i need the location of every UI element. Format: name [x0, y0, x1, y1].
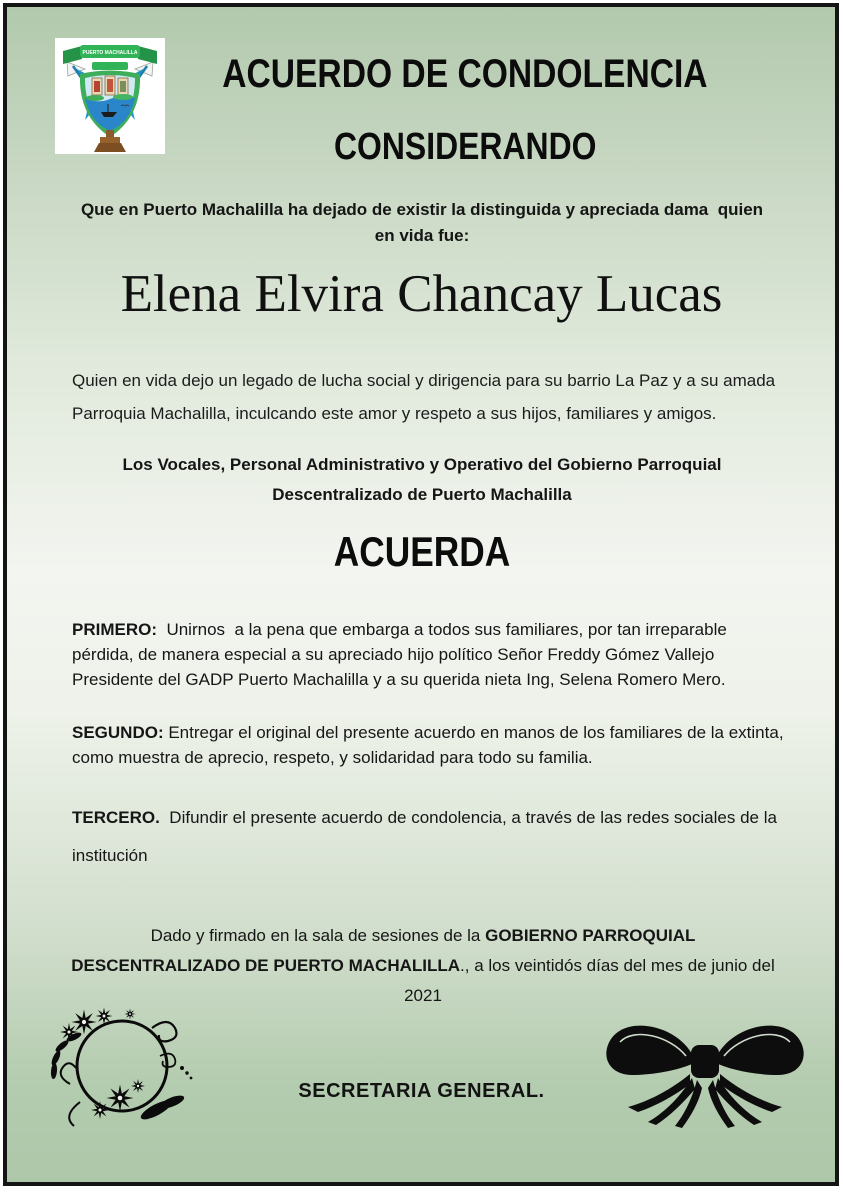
clauses-section [72, 618, 789, 903]
deceased-name: Elena Elvira Chancay Lucas [120, 265, 723, 323]
logo-box [55, 38, 165, 154]
mourning-bow-icon [596, 1012, 814, 1149]
closing-suffix: ., a los veintidós días del mes de junio del 2021 [404, 955, 775, 1005]
document-title: ACUERDO DE CONDOLENCIA [222, 52, 708, 96]
intro-paragraph: Que en Puerto Machalilla ha dejado de existir la distinguida y apreciada dama quien en vida fue: [80, 200, 768, 246]
closing-institution: GOBIERNO PARROQUIAL DESCENTRALIZADO DE PUERTO MACHALILLA [71, 926, 696, 975]
clause-primero-label: PRIMERO: [72, 620, 157, 639]
clause-segundo [72, 721, 789, 771]
clause-primero [72, 618, 786, 693]
considerando-heading: CONSIDERANDO [333, 126, 597, 168]
issuers-paragraph: Los Vocales, Personal Administrativo y Operativo del Gobierno Parroquial Descentralizado de Puerto Machalilla [122, 455, 722, 504]
clause-segundo-text: Entregar el original del presente acuerdo en manos de los familiares de la extinta, como muestra de aprecio, respeto, y solidaridad para todo su familia. [72, 722, 789, 767]
clause-tercero-label: TERCERO. [72, 807, 160, 827]
floral-ornament-icon [34, 1004, 202, 1143]
clause-segundo-label: SEGUNDO: [72, 722, 164, 742]
document-frame [3, 3, 839, 1186]
clause-tercero-text: Difundir el presente acuerdo de condolencia, a través de las redes sociales de la institución [72, 807, 782, 866]
clause-tercero [72, 799, 786, 876]
legacy-paragraph: Quien en vida dejo un legado de lucha social y dirigencia para su barrio La Paz y a su amada Parroquia Machalilla, inculcando este amor y respeto a sus hijos, familiares y amigos. [72, 371, 780, 424]
signature-title: SECRETARIA GENERAL. [298, 1080, 545, 1102]
acuerda-heading: ACUERDA [333, 528, 510, 575]
clause-primero-text: Unirnos a la pena que embarga a todos sus familiares, por tan irreparable pérdida, de manera especial a su apreciado hijo político Señor Freddy Gómez Vallejo Presidente del GADP Puerto Machalilla y a su querida nieta Ing, Selena Romero Mero. [72, 620, 732, 689]
closing-paragraph [70, 921, 776, 1010]
header [165, 52, 765, 97]
logo-banner-text: PUERTO MACHALILLA [82, 50, 138, 56]
coat-of-arms-logo [55, 38, 165, 154]
closing-prefix: Dado y firmado en la sala de sesiones de la [150, 926, 486, 945]
